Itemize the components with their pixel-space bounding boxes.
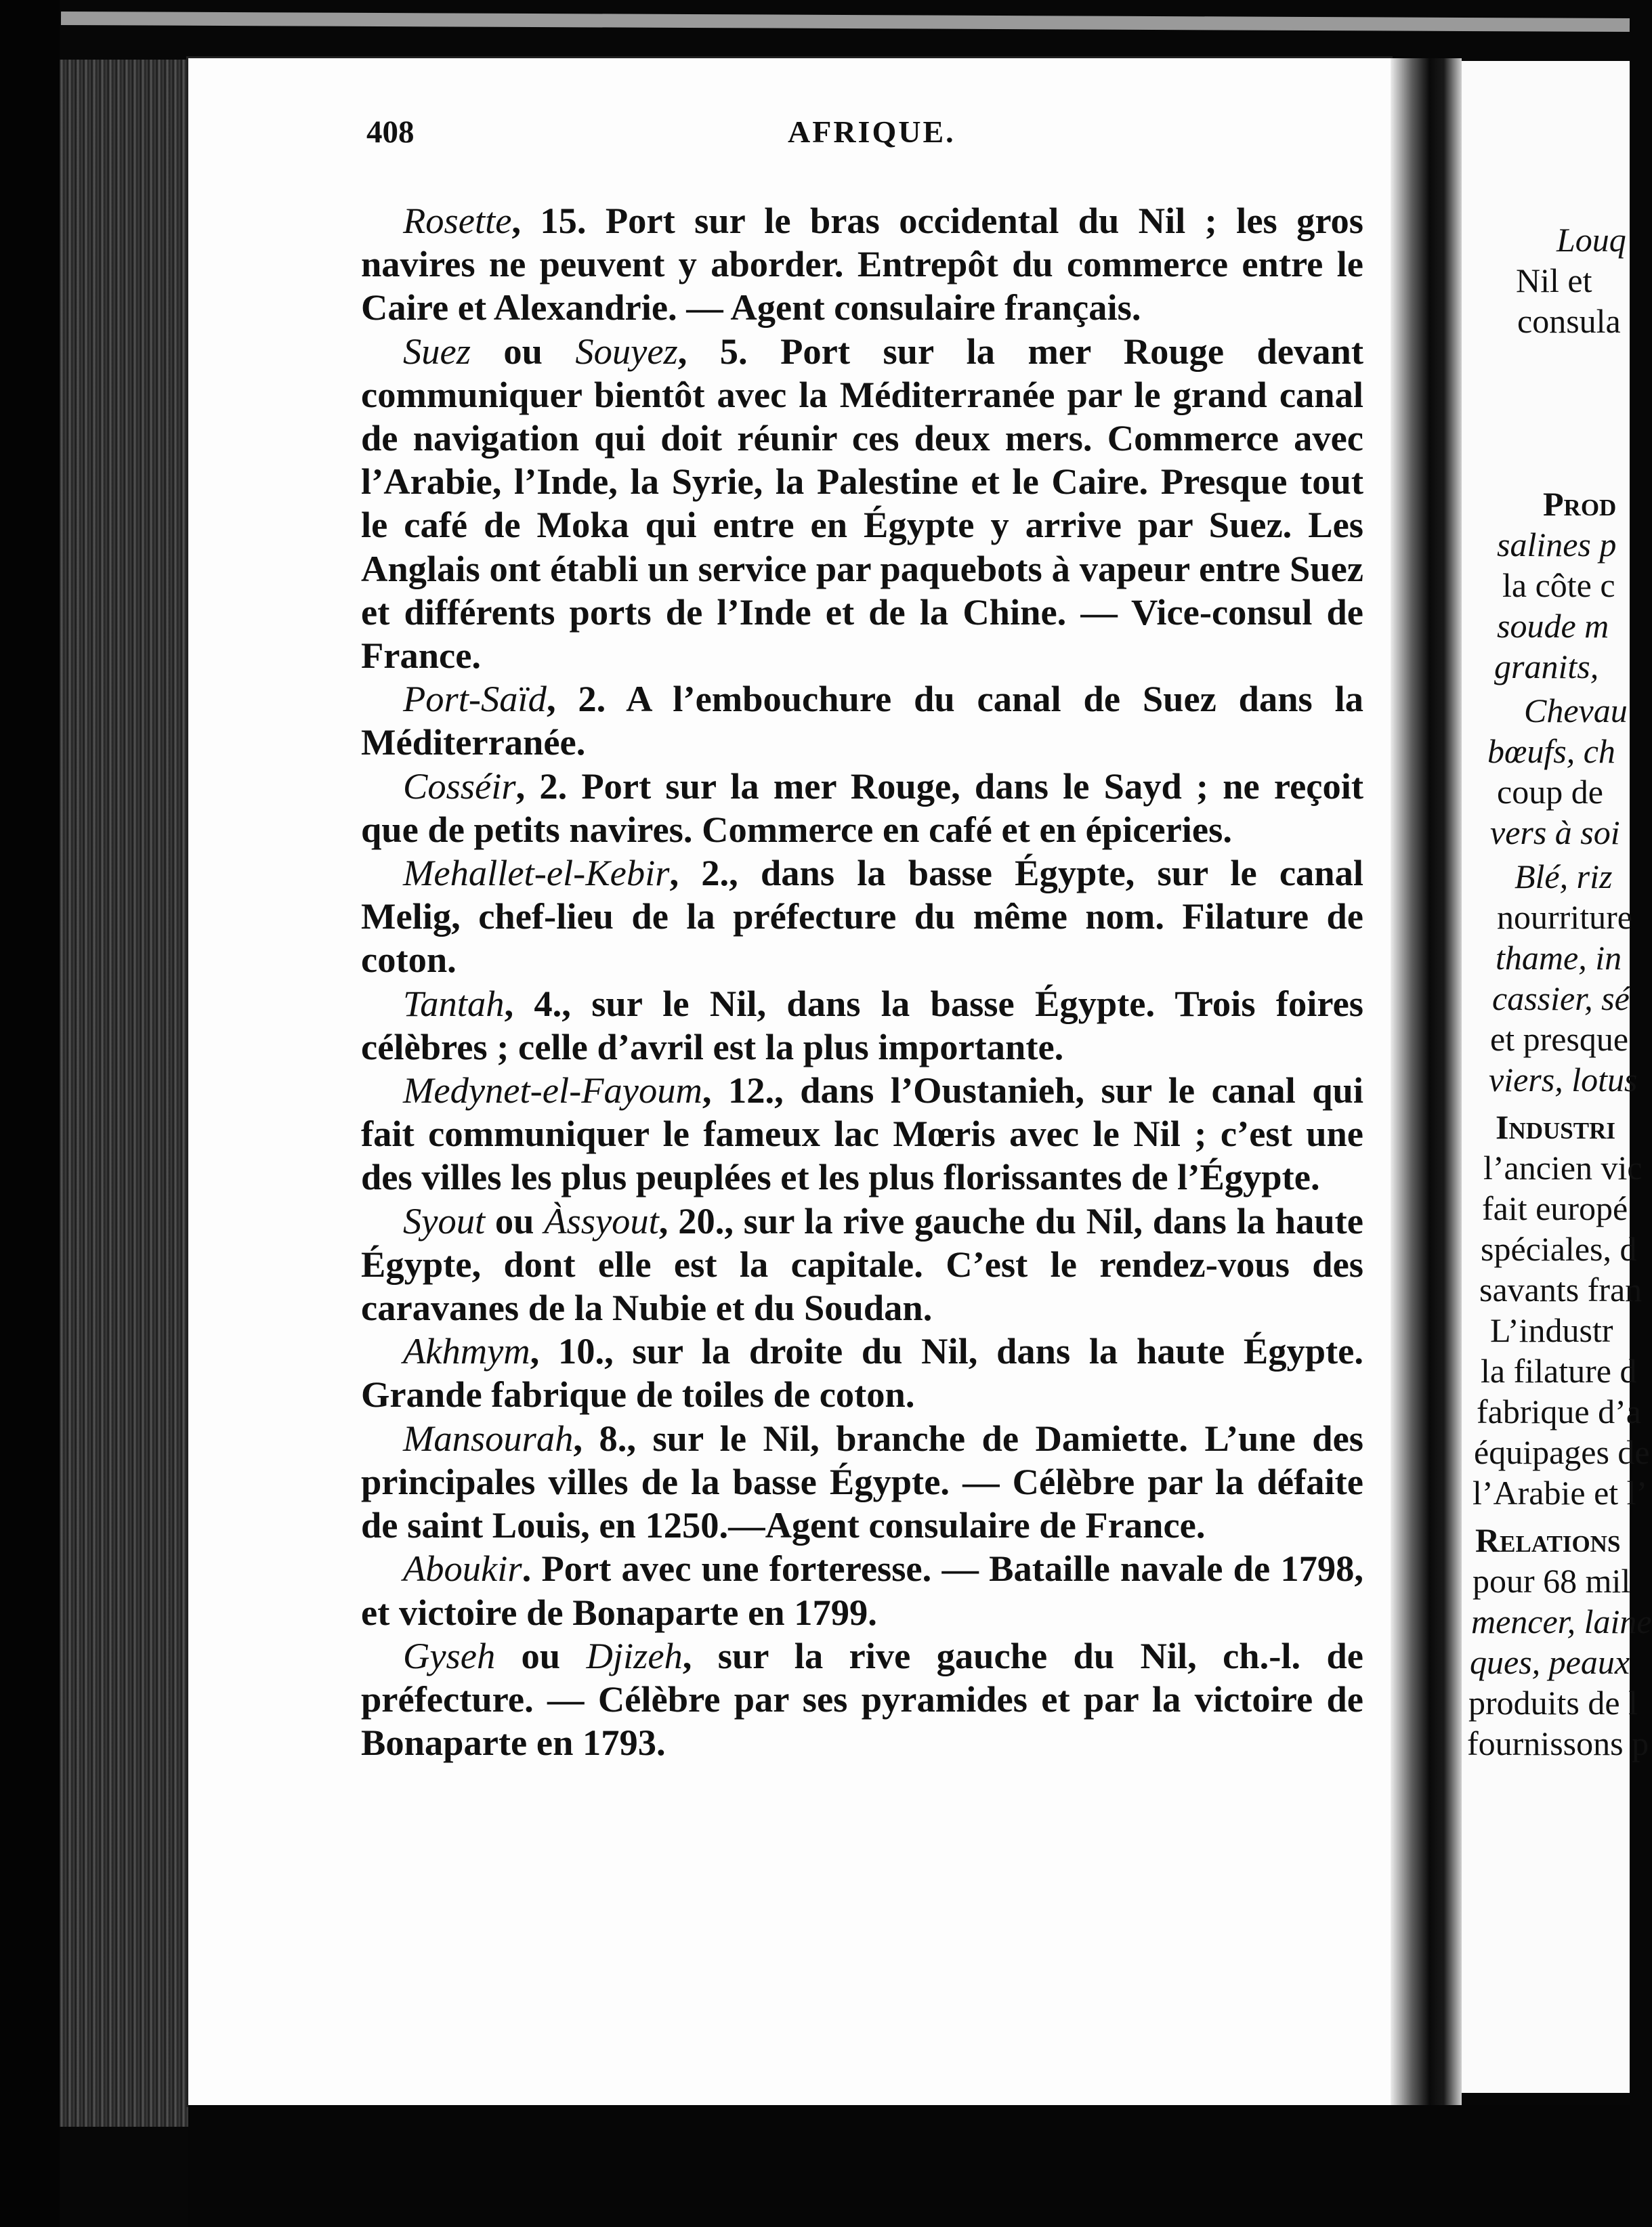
paragraph-port-said: [361, 677, 1363, 764]
paragraph-text: , 8., sur le Nil, branche de Damiette. L’une des principales villes de la basse Égypte. — Célèbre par la défaite de saint Louis, en 1250.—Agent consulaire de France.: [361, 1417, 1363, 1546]
facing-page-line: équipages de: [1474, 1433, 1650, 1471]
facing-page-line: mencer, laine: [1471, 1603, 1652, 1640]
facing-page-line: Louq: [1556, 221, 1626, 259]
paragraph-rosette: [361, 199, 1363, 330]
facing-page-line: Chevau: [1524, 692, 1628, 729]
paragraph-mansourah: [361, 1417, 1363, 1548]
facing-page-line: Relations: [1475, 1521, 1621, 1559]
book-spine-edge: [60, 60, 192, 2127]
paragraph-aboukir: [361, 1547, 1363, 1634]
place-alt-name: Souyez: [575, 330, 678, 372]
facing-page-line: fait europé: [1482, 1189, 1628, 1227]
scan-background: [0, 0, 60, 2227]
paragraph-text: , 2. A l’embouchure du canal de Suez dans la Méditerranée.: [361, 678, 1363, 763]
page-number: 408: [366, 114, 415, 150]
facing-page-line: la filature d: [1481, 1352, 1637, 1390]
paragraph-text: , sur la rive gauche du Nil, ch.-l. de préfecture. — Célèbre par ses pyramides et par la victoire de Bonaparte en 1793.: [361, 1634, 1363, 1764]
facing-page-line: Nil et: [1516, 261, 1592, 299]
facing-page-line: Prod: [1543, 485, 1617, 523]
facing-page-line: coup de: [1497, 773, 1603, 811]
place-name: Rosette: [403, 200, 512, 241]
place-name: Suez: [403, 330, 471, 372]
paragraph-text: . Port avec une forteresse. — Bataille navale de 1798, et victoire de Bonaparte en 1799.: [361, 1548, 1363, 1633]
facing-page-line: l’Arabie et l’: [1473, 1474, 1648, 1512]
book-page: [188, 58, 1391, 2105]
facing-page-line: la côte c: [1502, 566, 1615, 604]
place-name: Port-Saïd: [403, 678, 547, 720]
facing-page-line: nourriture: [1497, 898, 1632, 936]
book-gutter-shadow: [1391, 58, 1462, 2111]
paragraph-mehallet: [361, 851, 1363, 982]
paragraph-text: , 15. Port sur le bras occidental du Nil ; les gros navires ne peuvent y aborder. Entrepôt du commerce entre le Caire et Alexandrie. — Agent consulaire français.: [361, 200, 1363, 328]
facing-page-line: Blé, riz: [1515, 857, 1613, 895]
paragraph-medynet: [361, 1069, 1363, 1200]
facing-page-line: consula: [1517, 302, 1621, 340]
facing-page-line: viers, lotus: [1489, 1061, 1638, 1099]
facing-page-line: vers à soi: [1490, 813, 1620, 851]
facing-page-line: savants fran: [1479, 1271, 1643, 1309]
place-alt-name: Djizeh: [586, 1634, 683, 1676]
paragraph-gyseh: [361, 1634, 1363, 1765]
facing-page-line: spéciales, d: [1481, 1230, 1637, 1268]
conjunction: ou: [495, 1634, 587, 1676]
facing-page-line: L’industr: [1490, 1311, 1613, 1349]
facing-page-line: et presque: [1490, 1020, 1629, 1058]
facing-page-line: pour 68 mil: [1473, 1562, 1631, 1600]
facing-page-line: soude m: [1497, 607, 1609, 645]
place-name: Cosséir: [403, 765, 516, 807]
paragraph-tantah: [361, 982, 1363, 1069]
paragraph-akhmym: [361, 1330, 1363, 1416]
place-name: Mehallet-el-Kebir: [403, 852, 670, 894]
conjunction: ou: [485, 1200, 545, 1242]
paragraph-text: , 10., sur la droite du Nil, dans la haute Égypte. Grande fabrique de toiles de coton.: [361, 1330, 1363, 1416]
page-body: [361, 199, 1363, 1764]
place-name: Medynet-el-Fayoum: [403, 1069, 702, 1111]
facing-page-line: granits,: [1494, 648, 1599, 685]
facing-page-line: bœufs, ch: [1487, 732, 1615, 770]
paragraph-suez: [361, 330, 1363, 678]
running-title: AFRIQUE.: [788, 114, 956, 149]
facing-page: [1462, 61, 1652, 2093]
paragraph-cosseir: [361, 765, 1363, 851]
facing-page-line: fabrique d’a: [1477, 1393, 1641, 1430]
scan-bottom-edge: [188, 2105, 1630, 2227]
place-name: Syout: [403, 1200, 486, 1242]
facing-page-line: thame, in: [1496, 939, 1622, 977]
facing-page-line: ques, peaux: [1470, 1643, 1630, 1681]
place-name: Akhmym: [403, 1330, 530, 1372]
place-name: Tantah: [403, 982, 505, 1024]
facing-page-line: cassier, sé: [1492, 979, 1630, 1017]
place-name: Mansourah: [403, 1417, 574, 1459]
place-alt-name: Àssyout: [544, 1200, 659, 1242]
facing-page-line: produits de l: [1468, 1684, 1638, 1722]
paragraph-text: , 2., dans la basse Égypte, sur le canal Melig, chef-lieu de la préfecture du même nom. Filature de coton.: [361, 852, 1363, 981]
conjunction: ou: [470, 330, 576, 372]
paragraph-text: , 2. Port sur la mer Rouge, dans le Sayd ; ne reçoit que de petits navires. Commerce en café et en épiceries.: [361, 765, 1363, 850]
place-name: Aboukir: [403, 1548, 522, 1590]
paragraph-text: , 12., dans l’Oustanieh, sur le canal qui fait communiquer le fameux lac Mœris avec le Nil ; c’est une des villes les plus peuplées et les plus florissantes de l’Égypte.: [361, 1069, 1363, 1198]
paragraph-syout: [361, 1200, 1363, 1330]
paragraph-text: , 20., sur la rive gauche du Nil, dans la haute Égypte, dont elle est la capitale. C’est le rendez-vous des caravanes de la Nubie et du Soudan.: [361, 1200, 1363, 1329]
facing-page-line: salines p: [1497, 526, 1617, 564]
facing-page-line: l’ancien vic: [1483, 1149, 1643, 1187]
facing-page-line: fournissons p: [1467, 1724, 1649, 1762]
scan-edge: [61, 12, 1630, 32]
place-name: Gyseh: [403, 1634, 496, 1676]
paragraph-text: , 5. Port sur la mer Rouge devant communiquer bientôt avec la Méditerranée par le grand canal de navigation qui doit réunir ces deux mers. Commerce avec l’Arabie, l’Inde, la Syrie, la Palestine et le Caire. Presque tout le café de Moka qui entre en Égypte y arrive par Suez. Les Anglais ont établi un service par paquebots à vapeur entre Suez et différents ports de l’Inde et de la Chine. — Vice-consul de France.: [361, 330, 1363, 677]
facing-page-line: Industri: [1496, 1108, 1615, 1146]
paragraph-text: , 4., sur le Nil, dans la basse Égypte. Trois foires célèbres ; celle d’avril est la plus importante.: [361, 982, 1363, 1067]
